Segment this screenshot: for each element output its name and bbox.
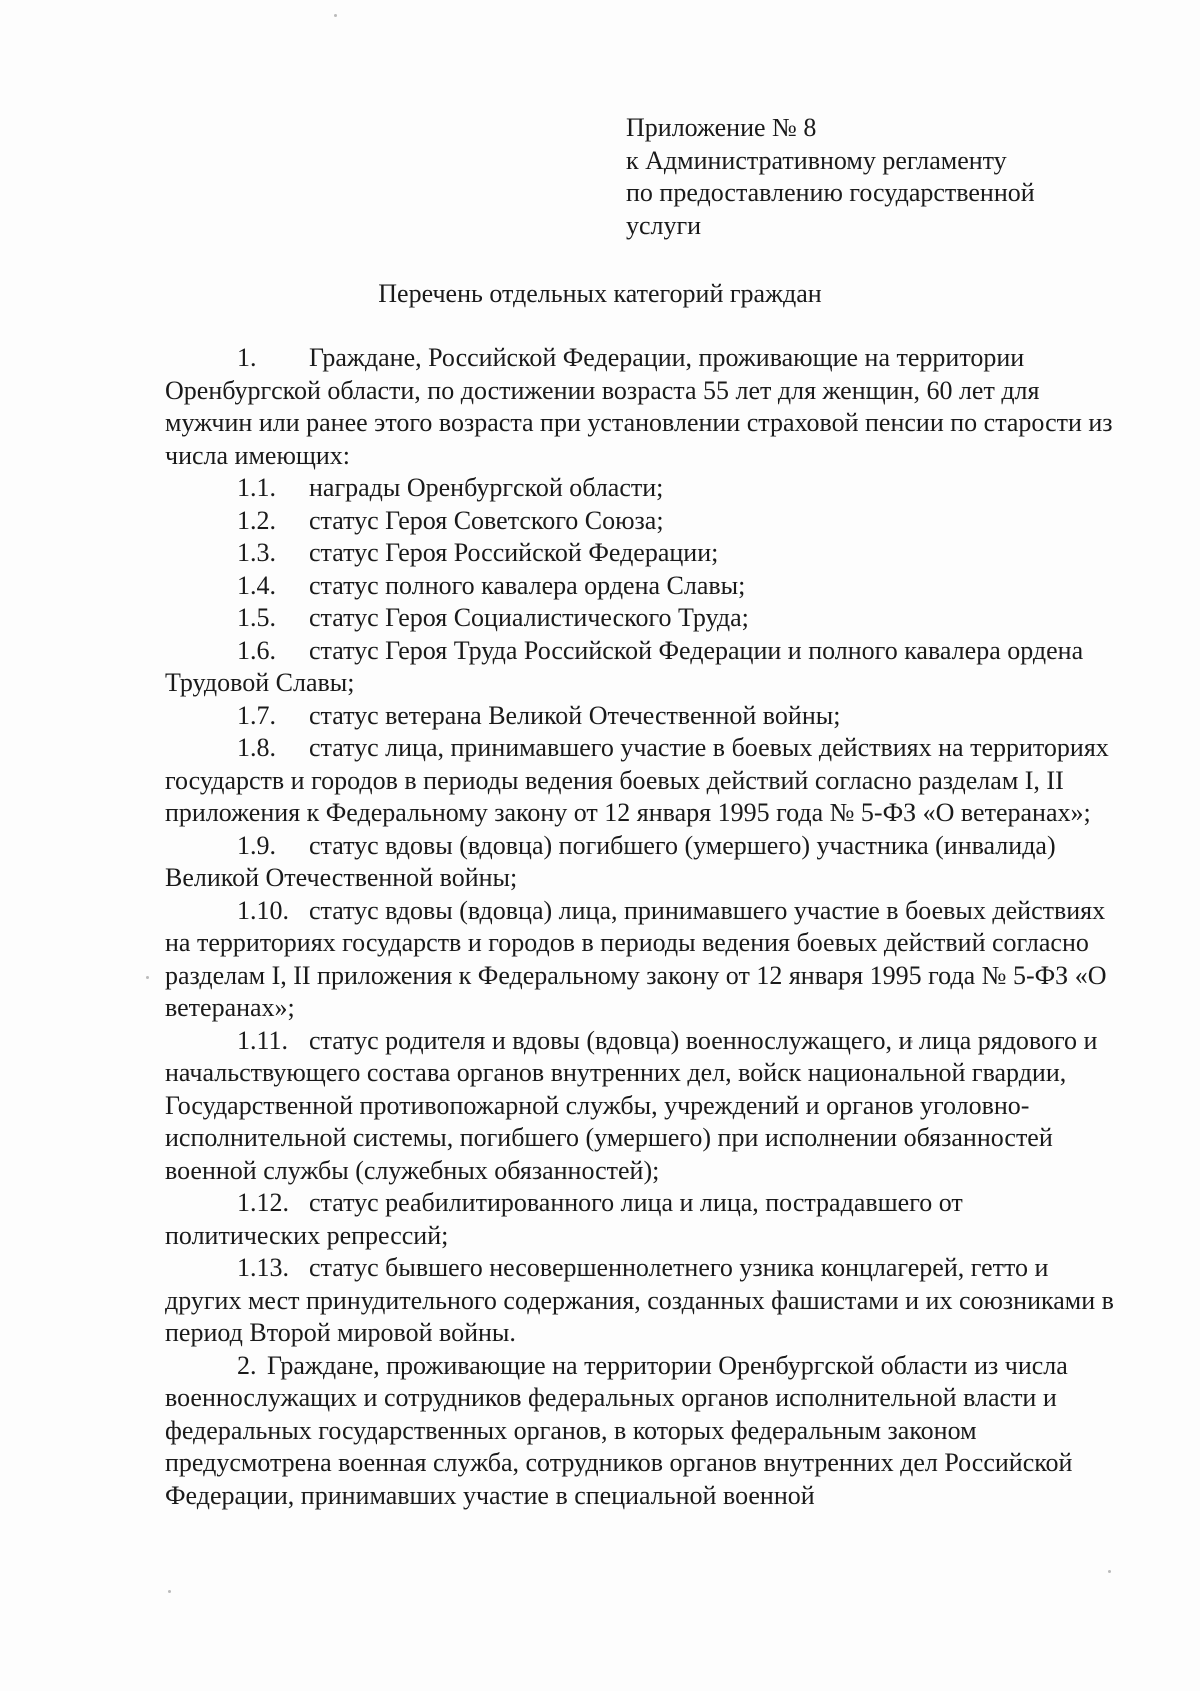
item-number: 1.7. [237,700,276,730]
list-item [165,635,1117,700]
scan-speck [1108,1570,1111,1573]
item-text: статус вдовы (вдовца) лица, принимавшего участие в боевых действиях на территориях государств и городов в периоды ведения боевых действий согласно разделам I, II приложения к Федеральному закону от 12 января 1995 года № 5-ФЗ «О ветеранах»; [165,895,1107,1022]
list-item [165,895,1117,1025]
list-item [165,700,1117,733]
list-item [165,1187,1117,1252]
item-text: статус вдовы (вдовца) погибшего (умершего) участника (инвалида) Великой Отечественной войны; [165,830,1056,892]
item-text: статус реабилитированного лица и лица, пострадавшего от политических репрессий; [165,1188,963,1250]
item-text: статус Героя Труда Российской Федерации и полного кавалера ордена Трудовой Славы; [165,635,1084,697]
appendix-number: Приложение № 8 [626,113,817,142]
list-item [165,472,1117,505]
list-item [165,1252,1117,1350]
item-number: 1.2. [237,505,276,535]
item-number: 1.1. [237,473,276,502]
list-item [165,602,1117,635]
item-text: награды Оренбургской области; [309,473,664,502]
list-item [165,732,1117,830]
item-text: статус родителя и вдовы (вдовца) военнослужащего, и лица рядового и начальствующего состава органов внутренних дел, войск национальной гвардии, Государственной противопожарной службы, учреждений и органов уголовно-исполнительной системы, погибшего (умершего) при исполнении обязанностей военной службы (служебных обязанностей); [165,1025,1098,1185]
document-body [165,342,1117,1512]
list-item [165,570,1117,603]
item-text: Граждане, Российской Федерации, проживающие на территории Оренбургской области, по достижении возраста 55 лет для женщин, 60 лет для мужчин или ранее этого возраста при установлении страховой пенсии по старости из числа имеющих: [165,343,1113,470]
list-item [165,537,1117,570]
item-number: 1.13. [237,1253,289,1282]
appendix-reference-line: к Административному регламенту [626,145,1007,175]
item-text: статус лица, принимавшего участие в боевых действиях на территориях государств и городов в периоды ведения боевых действий согласно разделам I, II приложения к Федеральному закону от 12 января 1995 года № 5-ФЗ «О ветеранах»; [165,733,1109,827]
scan-speck [334,14,337,17]
list-item [165,1350,1117,1513]
item-number: 1.10. [237,895,289,925]
item-number: 1.9. [237,830,276,860]
item-number: 1.6. [237,635,276,665]
document-title: Перечень отдельных категорий граждан [378,279,822,308]
item-number: 1.12. [237,1188,289,1217]
item-number: 1.4. [237,570,276,600]
list-item [165,830,1117,895]
scan-speck [168,1590,171,1593]
list-item [165,1025,1117,1188]
item-text: статус бывшего несовершеннолетнего узника концлагерей, гетто и других мест принудительного содержания, созданных фашистами и их союзниками в период Второй мировой войны. [165,1253,1114,1347]
item-number: 1.11. [237,1025,289,1055]
item-number: 1. [237,343,257,372]
item-number: 1.8. [237,733,276,762]
item-text: статус Героя Советского Союза; [309,505,664,535]
list-item [165,342,1117,472]
appendix-reference-line: услуги [626,210,702,240]
item-number: 1.3. [237,538,276,567]
appendix-reference-line: по предоставлению государственной [626,178,1035,207]
item-text: статус Героя Российской Федерации; [309,538,719,567]
scan-speck [146,976,149,979]
item-number: 1.5. [237,603,276,632]
item-text: статус ветерана Великой Отечественной войны; [309,700,841,730]
item-text: статус Героя Социалистического Труда; [309,603,749,632]
list-item [165,505,1117,538]
appendix-header [626,112,1035,242]
item-number: 2. [237,1350,257,1380]
item-text: Граждане, проживающие на территории Оренбургской области из числа военнослужащих и сотрудников федеральных органов исполнительной власти и федеральных государственных органов, в которых федеральным законом предусмотрена военная служба, сотрудников органов внутренних дел Российской Федерации, принимавших участие в специальной военной [165,1350,1073,1510]
item-text: статус полного кавалера ордена Славы; [309,570,746,600]
